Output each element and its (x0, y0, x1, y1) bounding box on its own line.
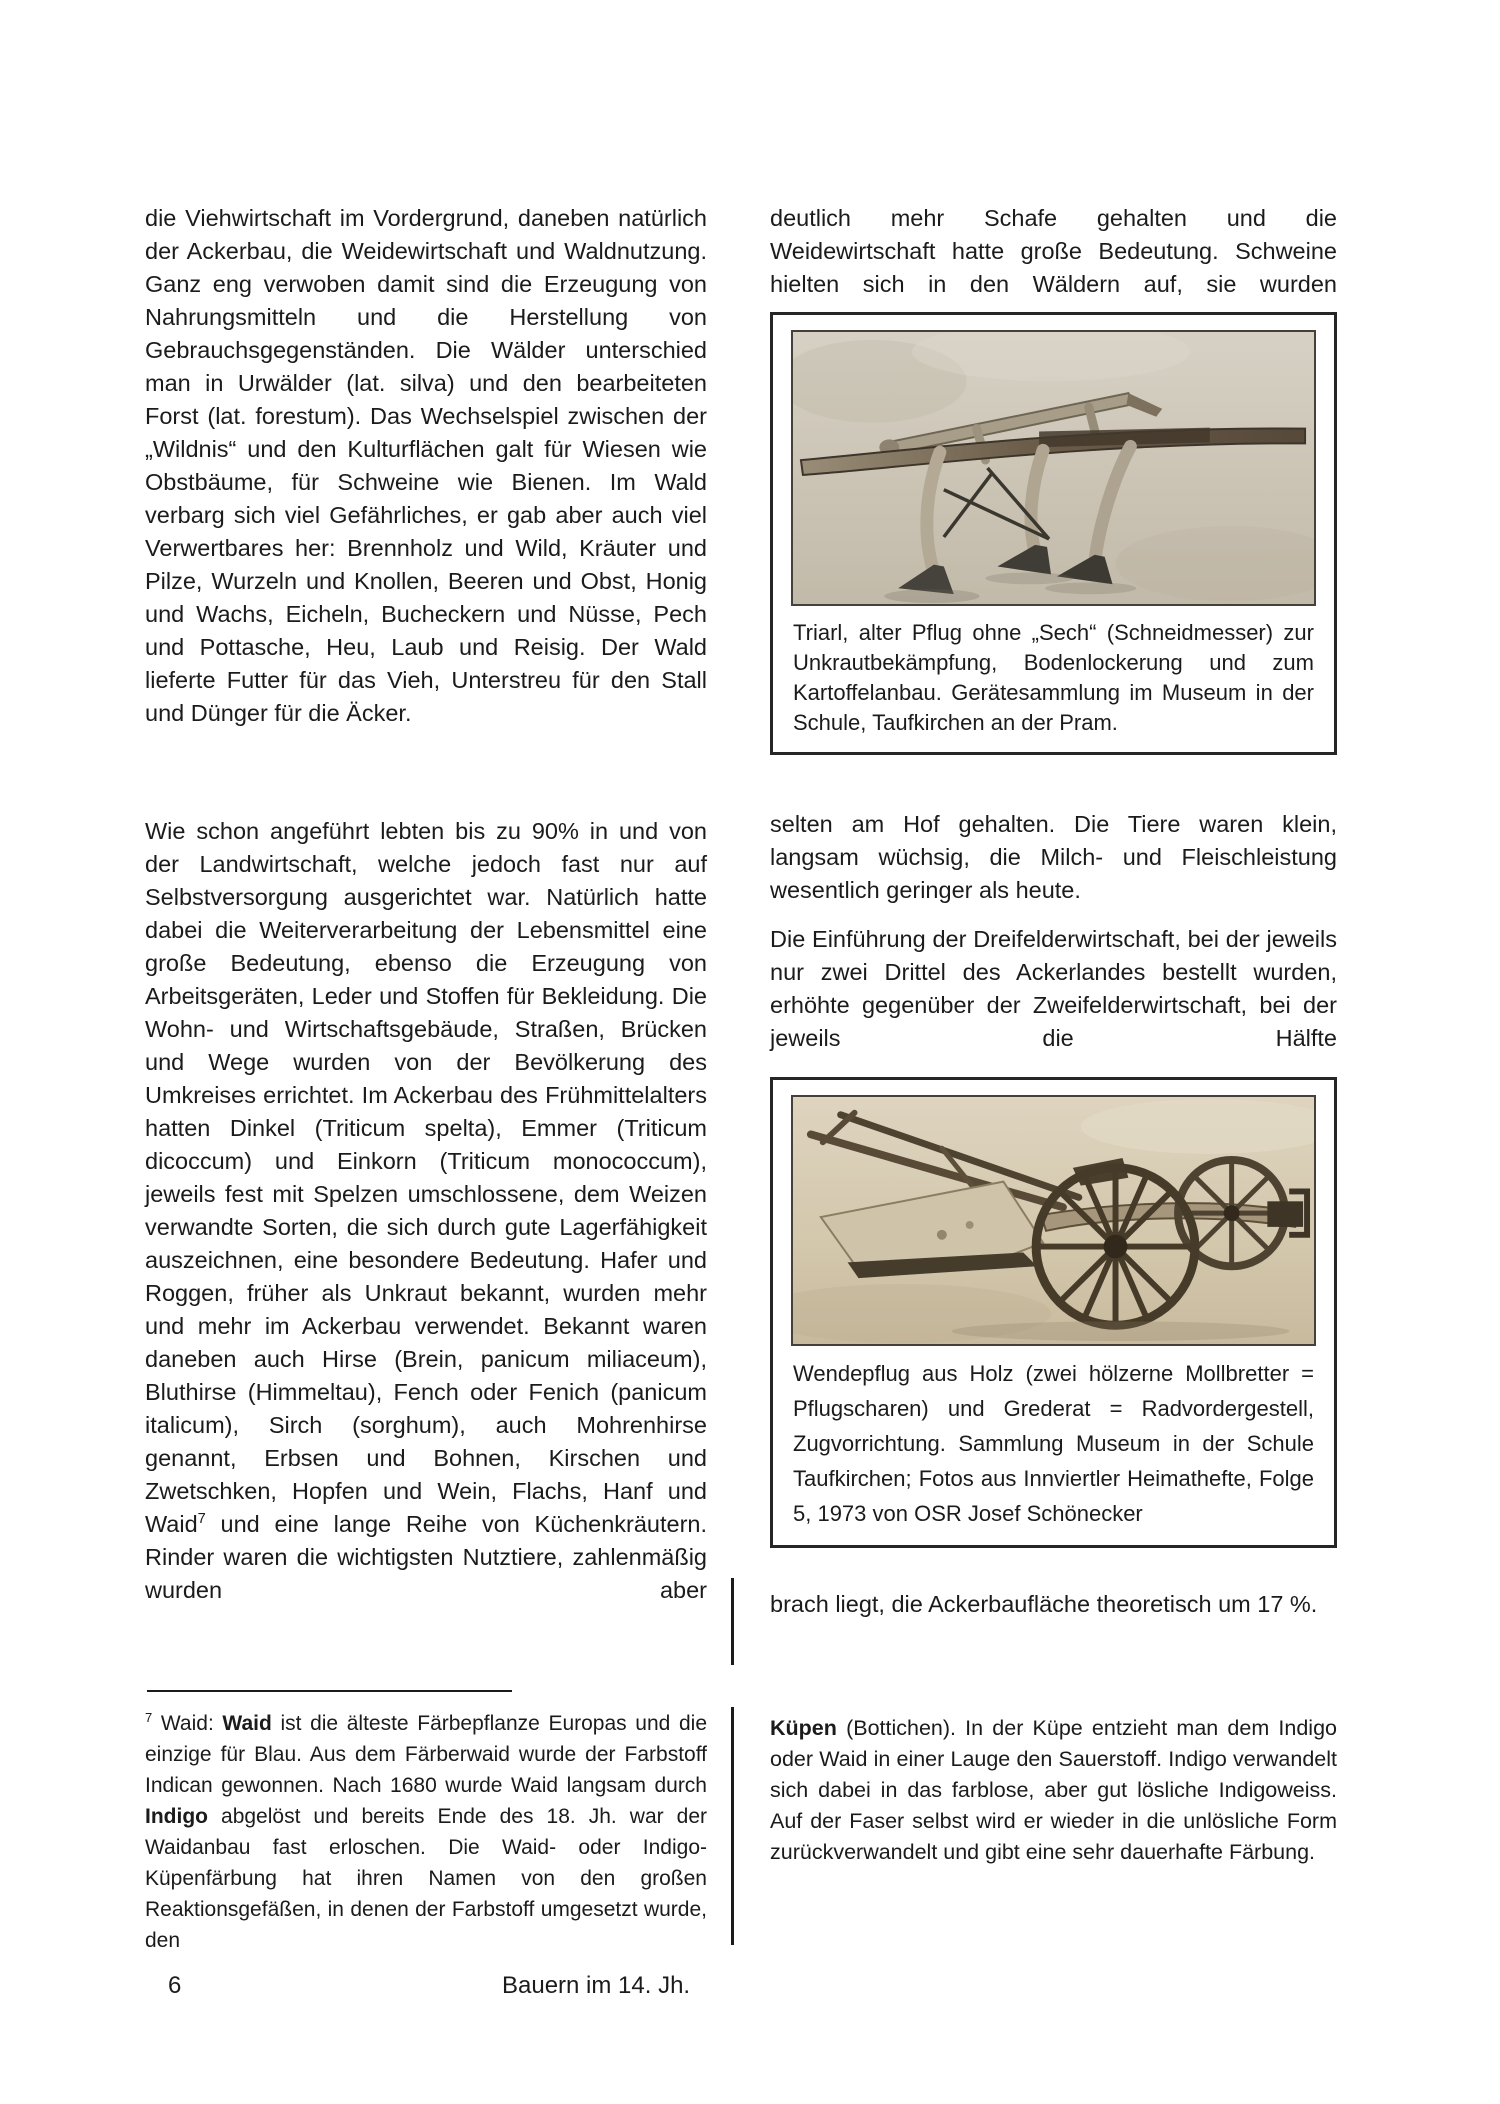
column-divider-lower (731, 1707, 734, 1945)
wendepflug-illustration (793, 1097, 1314, 1344)
body-paragraph-viehwirtschaft: die Viehwirtschaft im Vordergrund, daneben natürlich der Ackerbau, die Weidewirtschaft und Waldnutzung. Ganz eng verwoben damit sind die Erzeugung von Nahrungsmitteln und die Herstellung von Gebrauchsgegenständen. Die Wälder unterschied man in Urwälder (lat. silva) und den bearbeiteten Forst (lat. forestum). Das Wechselspiel zwischen der „Wildnis“ und den Kulturflächen galt für Wiesen wie Obstbäume, für Schweine wie Bienen. Im Wald verbarg sich viel Gefährliches, er gab aber auch viel Verwertbares her: Brennholz und Wild, Kräuter und Pilze, Wurzeln und Knollen, Beeren und Obst, Honig und Wachs, Eicheln, Bucheckern und Nüsse, Pech und Pottasche, Heu, Laub und Reisig. Der Wald lieferte Futter für das Vieh, Unterstreu für den Stall und Dünger für die Äcker. (145, 205, 707, 726)
body-paragraph-dreifelderwirtschaft: Die Einführung der Dreifelderwirtschaft, bei der jeweils nur zwei Drittel des Ackerlandes bestellt wurden, erhöhte gegenüber der Zweifelderwirtschaft, bei der jeweils die Hälfte (770, 926, 1337, 1051)
body-paragraph-schafe: deutlich mehr Schafe gehalten und die Weidewirtschaft hatte große Bedeutung. Schweine hielten sich in den Wäldern auf, sie wurden (770, 205, 1337, 297)
footnote-separator-line (147, 1690, 512, 1692)
body-paragraph-tiere: selten am Hof gehalten. Die Tiere waren klein, langsam wüchsig, die Milch- und Fleischleistung wesentlich geringer als heute. (770, 811, 1337, 903)
triarl-plough-photo (791, 330, 1316, 606)
figure-wendepflug (770, 1077, 1337, 1548)
triarl-plough-illustration (793, 332, 1314, 604)
wendepflug-photo (791, 1095, 1316, 1346)
footnote-kuepen: Küpen (Bottichen). In der Küpe entzieht man dem Indigo oder Waid in einer Lauge den Sauerstoff. Indigo verwandelt sich dabei in das farblose, aber gut lösliche Indigoweiss. Auf der Faser selbst wird er wieder in die unlösliche Form zurückverwandelt und gibt eine sehr dauerhafte Färbung. (770, 1716, 1337, 1864)
footnote-waid: $^7$ Waid: Waid ist die älteste Färbepflanze Europas und die einzige für Blau. Aus dem Färberwaid wurde der Farbstoff Indican gewonnen. Nach 1680 wurde Waid langsam durch Indigo abgelöst und bereits Ende des 18. Jh. war der Waidanbau fast erloschen. Die Waid- oder Indigo-Küpenfärbung hat ihren Namen von den großen Reaktionsgefäßen, in denen der Farbstoff umgesetzt wurde, den (145, 1710, 707, 1952)
running-title: Bauern im 14. Jh. (502, 1972, 691, 1999)
body-paragraph-landwirtschaft: Wie schon angeführt lebten bis zu 90% in und von der Landwirtschaft, welche jedoch fast nur auf Selbstversorgung ausgerichtet war. Natürlich hatte dabei die Weiterverarbeitung der Lebensmittel eine große Bedeutung, ebenso die Erzeugung von Arbeitsgeräten, Leder und Stoffen für Bekleidung. Die Wohn- und Wirtschaftsgebäude, Straßen, Brücken und Wege wurden von der Bevölkerung des Umkreises errichtet. Im Ackerbau des Frühmittelalters hatten Dinkel (Triticum spelta), Emmer (Triticum dicoccum) und Einkorn (Triticum monococcum), jeweils fest mit Spelzen umschlossene, dem Weizen verwandte Sorten, die sich durch gute Lagerfähigkeit auszeichnen, eine besondere Bedeutung. Hafer und Roggen, früher als Unkraut bekannt, wurden mehr und mehr im Ackerbau verwendet. Bekannt waren daneben auch Hirse (Brein, panicum miliaceum), Bluthirse (Himmeltau), Fench oder Fenich (panicum italicum), Sirch (sorghum), auch Mohrenhirse genannt, Erbsen und Bohnen, Kirschen und Zwetschken, Hopfen und Wein, Flachs, Hanf und Waid$^7$ und eine lange Reihe von Küchenkräutern. Rinder waren die wichtigsten Nutztiere, zahlenmäßig wurden aber (145, 818, 707, 1603)
figure-triarl-caption: Triarl, alter Pflug ohne „Sech“ (Schneidmesser) zur Unkrautbekämpfung, Bodenlockerung und zum Kartoffelanbau. Gerätesammlung im Museum in der Schule, Taufkirchen an der Pram. (793, 620, 1314, 735)
page-number: 6 (168, 1972, 182, 1999)
body-paragraph-brachland: brach liegt, die Ackerbaufläche theoretisch um 17 %. (770, 1591, 1318, 1617)
right-column (770, 0, 1337, 2104)
figure-wendepflug-caption: Wendepflug aus Holz (zwei hölzerne Mollbretter = Pflugscharen) und Grederat = Radvordergestell, Zugvorrichtung. Sammlung Museum in der Schule Taufkirchen; Fotos aus Innviertler Heimathefte, Folge 5, 1973 von OSR Josef Schönecker (793, 1361, 1314, 1526)
figure-triarl-plough (770, 312, 1337, 755)
column-divider-upper (731, 1578, 734, 1665)
left-column (145, 0, 707, 2104)
